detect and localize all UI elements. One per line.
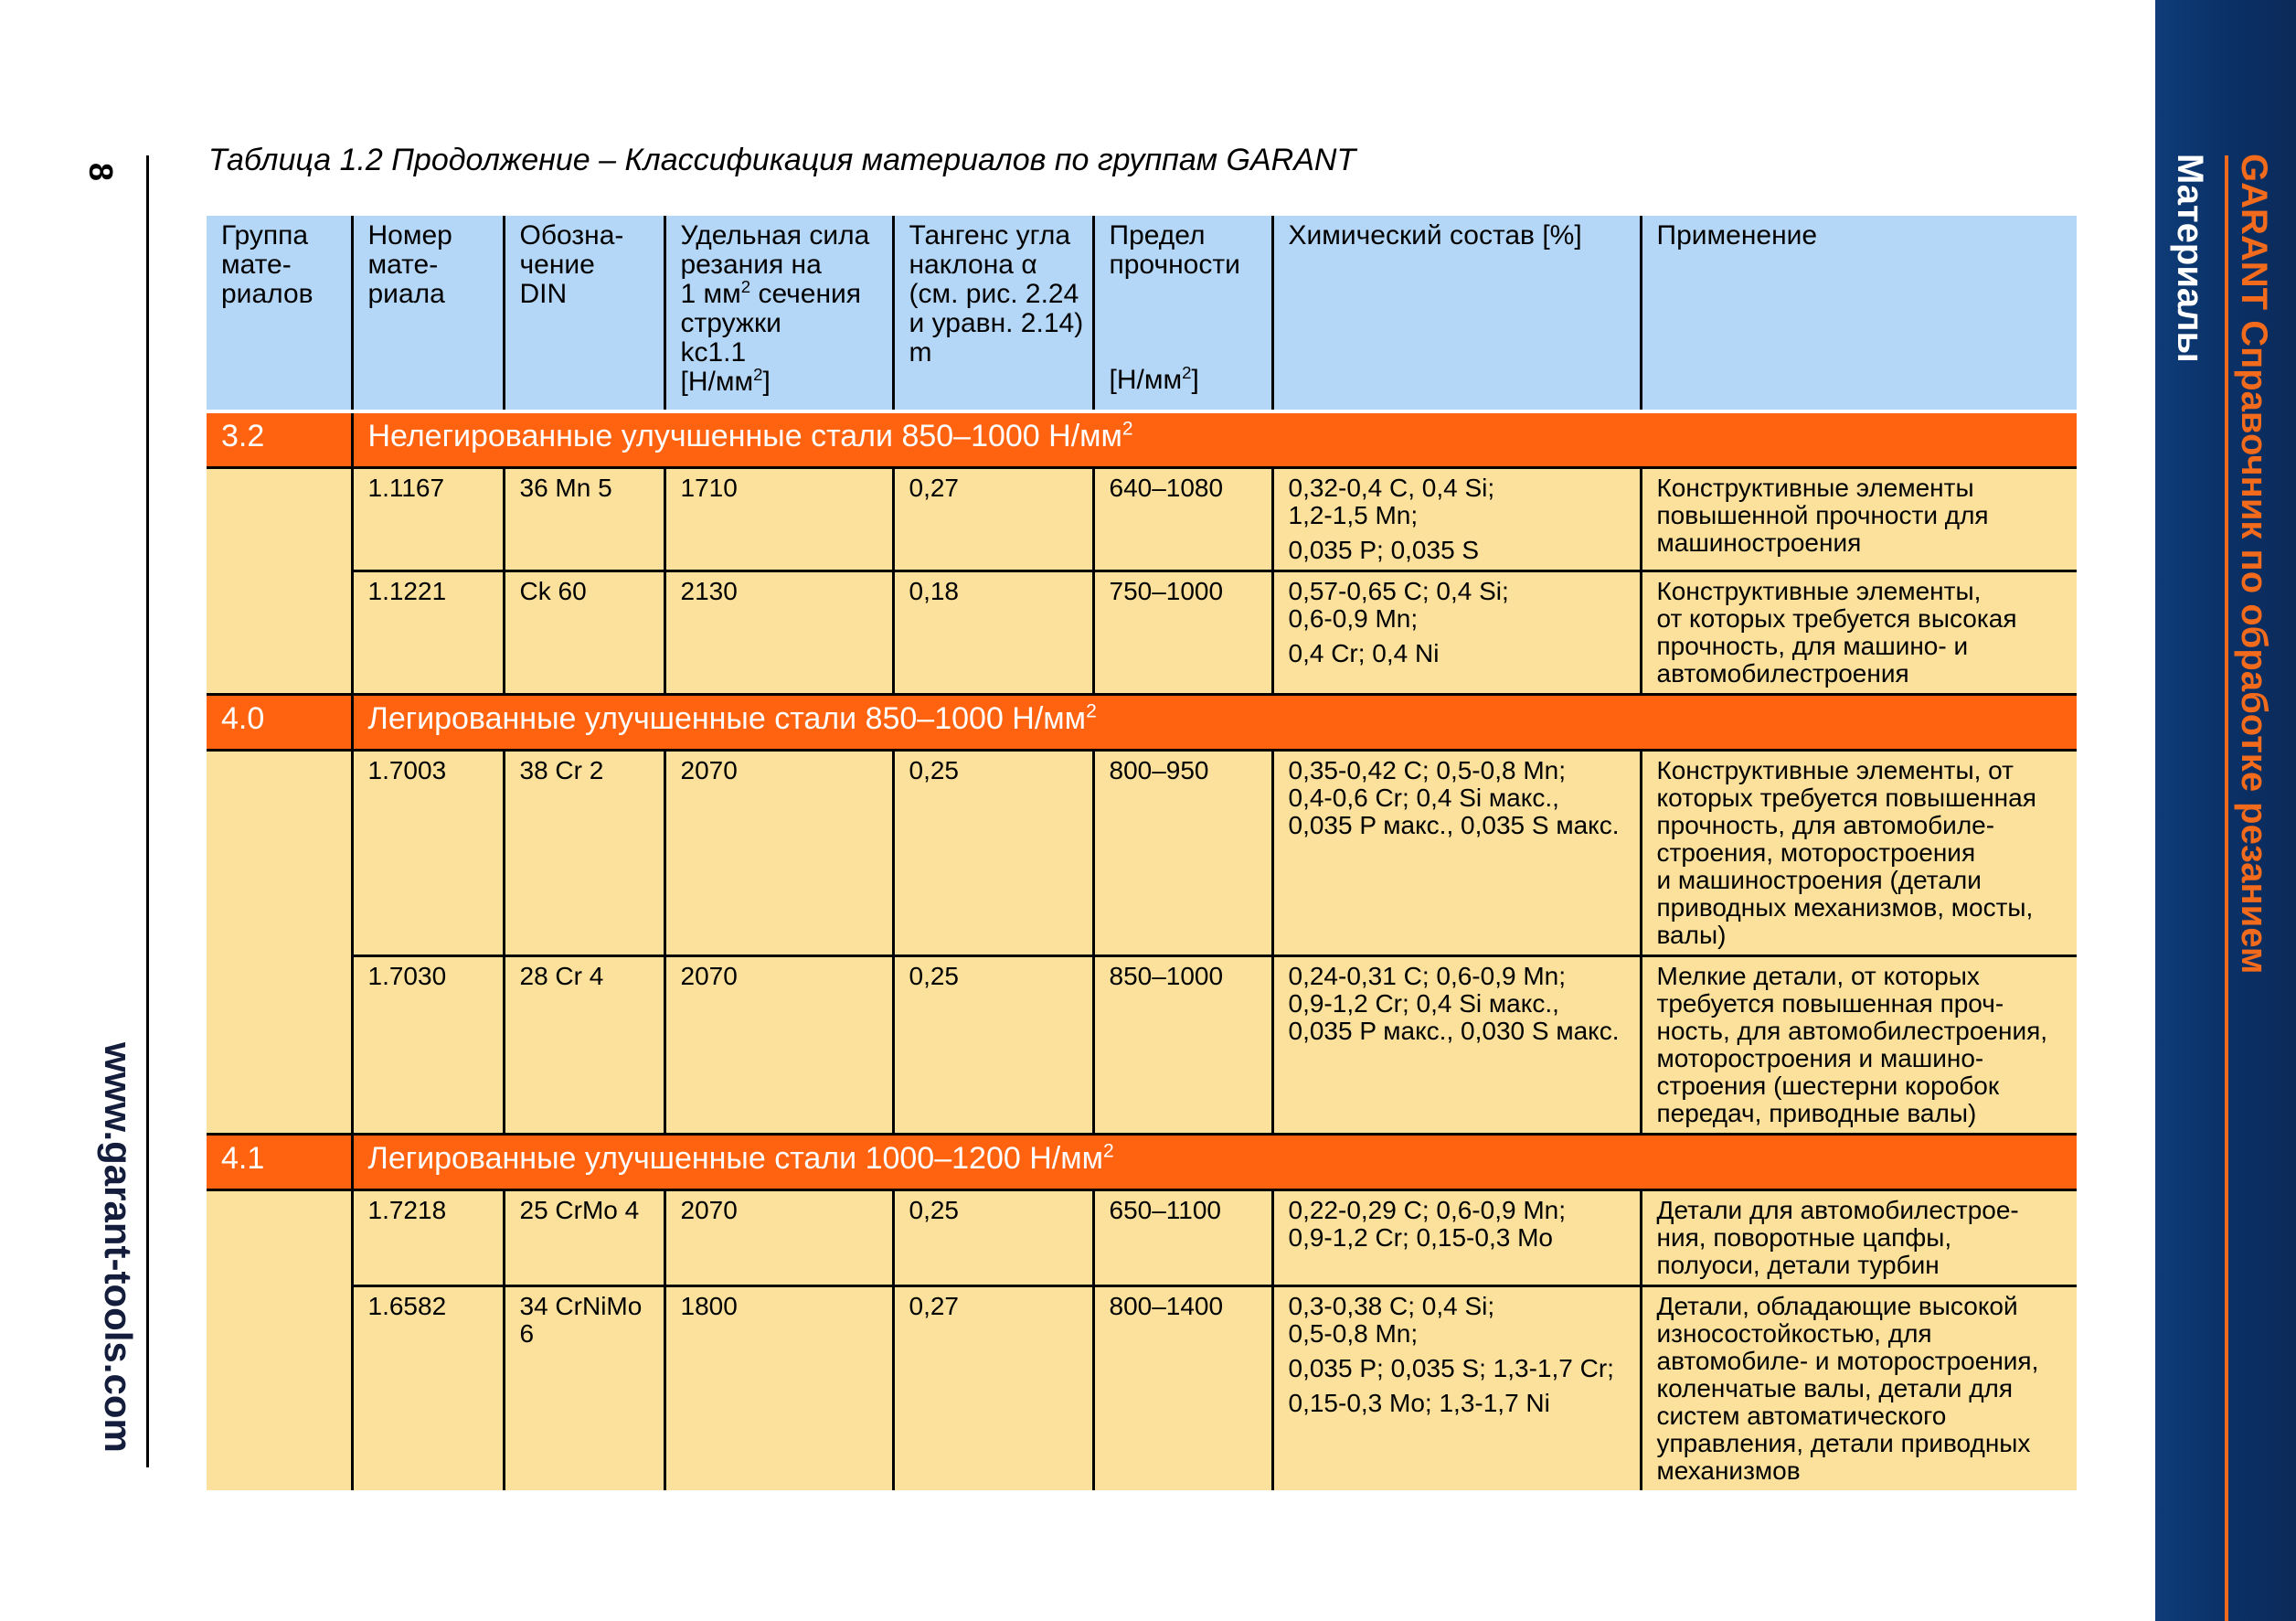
application-cell	[1641, 1286, 2077, 1491]
group-title: Нелегированные улучшенные стали 850–1000 $Н/мм^2$	[352, 411, 2077, 468]
header-material-number: Номер мате- риала	[352, 216, 504, 411]
slope-cell: 0,27	[893, 1286, 1093, 1491]
header-group: Группа мате- риалов	[207, 216, 352, 411]
chemistry-cell	[1272, 751, 1641, 956]
application-line: полуоси, детали турбин	[1656, 1251, 1940, 1279]
sidebar-accent-line	[2225, 155, 2228, 1621]
application-line: систем автоматического	[1656, 1402, 1947, 1430]
group-spacer-cell	[207, 751, 352, 956]
cutting-force-cell: 1800	[664, 1286, 893, 1491]
application-line: коленчатые валы, детали для	[1656, 1374, 2014, 1402]
material-number-cell: 1.6582	[352, 1286, 504, 1491]
chemistry-line: 0,035 P макс., 0,035 S макс.	[1288, 811, 1620, 839]
application-line: Детали для автомобилестрое-	[1656, 1196, 2019, 1224]
application-line: прочность, для машино- и	[1656, 632, 1969, 660]
slope-cell: 0,18	[893, 571, 1093, 695]
application-line: прочность, для автомобиле-	[1656, 811, 1995, 839]
header-strength: Предел прочности $[Н/мм^2]$	[1093, 216, 1272, 411]
application-line: Мелкие детали, от которых	[1656, 962, 1980, 990]
group-spacer-cell	[207, 468, 352, 571]
page-number: 8	[82, 163, 120, 182]
din-cell: 34 CrNiMo 6	[504, 1286, 664, 1491]
cutting-force-cell: 2070	[664, 1190, 893, 1286]
application-line: управления, детали приводных	[1656, 1429, 2031, 1457]
group-code: 3.2	[207, 411, 352, 468]
header-chemistry: Химический состав [%]	[1272, 216, 1641, 411]
chemistry-line: 0,9-1,2 Cr; 0,4 Si макс.,	[1288, 989, 1559, 1018]
application-line: повышенной прочности для	[1656, 501, 1989, 529]
table-caption: Таблица 1.2 Продолжение – Классификация материалов по группам GARANT	[208, 143, 1356, 177]
application-line: автомобиле- и моторостроения,	[1656, 1347, 2039, 1375]
application-cell	[1641, 956, 2077, 1135]
material-number-cell: 1.1167	[352, 468, 504, 571]
din-cell: 36 Mn 5	[504, 468, 664, 571]
cutting-force-cell: 2070	[664, 751, 893, 956]
application-line: механизмов	[1656, 1456, 1801, 1485]
din-cell: 38 Cr 2	[504, 751, 664, 956]
chemistry-line: 0,15-0,3 Mo; 1,3-1,7 Ni	[1288, 1389, 1550, 1417]
table-row	[207, 571, 2077, 695]
application-line: ния, поворотные цапфы,	[1656, 1223, 1952, 1252]
material-number-cell: 1.1221	[352, 571, 504, 695]
header-slope-tangent: Тангенс угла наклона α (см. рис. 2.24 и уравн. 2.14) m	[893, 216, 1093, 411]
table-row	[207, 468, 2077, 571]
chemistry-line: 0,57-0,65 C; 0,4 Si;	[1288, 577, 1509, 605]
din-cell: 25 CrMo 4	[504, 1190, 664, 1286]
table-row	[207, 956, 2077, 1135]
website-url[interactable]: www.garant-tools.com	[97, 1042, 140, 1453]
application-line: валы)	[1656, 921, 1727, 949]
application-line: требуется повышенная проч-	[1656, 989, 2004, 1018]
chemistry-line: 0,9-1,2 Cr; 0,15-0,3 Mo	[1288, 1223, 1553, 1252]
header-din: Обозна- чение DIN	[504, 216, 664, 411]
application-line: Конструктивные элементы,	[1656, 577, 1982, 605]
application-line: строения (шестерни коробок	[1656, 1072, 2000, 1100]
group-title: Легированные улучшенные стали 850–1000 $Н/мм^2$	[352, 695, 2077, 751]
strength-cell: 800–950	[1093, 751, 1272, 956]
group-row	[207, 695, 2077, 751]
application-line: Конструктивные элементы	[1656, 474, 1974, 502]
application-line: ность, для автомобилестроения,	[1656, 1017, 2048, 1045]
table-row	[207, 1286, 2077, 1491]
sidebar-title: GARANT Справочник по обработке резанием	[2234, 154, 2274, 975]
application-line: Детали, обладающие высокой	[1656, 1292, 2018, 1320]
chemistry-line: 0,4-0,6 Cr; 0,4 Si макс.,	[1288, 784, 1559, 812]
table-body	[207, 411, 2077, 1490]
application-line: Конструктивные элементы, от	[1656, 756, 2014, 784]
application-cell	[1641, 571, 2077, 695]
slope-cell: 0,25	[893, 1190, 1093, 1286]
application-line: от которых требуется высокая	[1656, 604, 2017, 633]
strength-cell: 850–1000	[1093, 956, 1272, 1135]
group-row	[207, 1135, 2077, 1190]
table-row	[207, 1190, 2077, 1286]
application-line: приводных механизмов, мосты,	[1656, 893, 2034, 922]
chemistry-cell	[1272, 571, 1641, 695]
chemistry-line: 0,4 Cr; 0,4 Ni	[1288, 639, 1440, 667]
table-header-row	[207, 216, 2077, 411]
chemistry-cell	[1272, 468, 1641, 571]
header-application: Применение	[1641, 216, 2077, 411]
group-title: Легированные улучшенные стали 1000–1200 $Н/мм^2$	[352, 1135, 2077, 1190]
strength-cell: 650–1100	[1093, 1190, 1272, 1286]
header-cutting-force: Удельная сила резания на 1 $мм^2$ сечения стружки kc1.1 $[Н/мм^2]$	[664, 216, 893, 411]
chemistry-line: 0,035 P; 0,035 S; 1,3-1,7 Cr;	[1288, 1354, 1614, 1382]
cutting-force-cell: 2070	[664, 956, 893, 1135]
strength-cell: 800–1400	[1093, 1286, 1272, 1491]
cutting-force-cell: 1710	[664, 468, 893, 571]
din-cell: Ck 60	[504, 571, 664, 695]
slope-cell: 0,25	[893, 956, 1093, 1135]
chemistry-cell	[1272, 1286, 1641, 1491]
chemistry-line: 0,035 P макс., 0,030 S макс.	[1288, 1017, 1620, 1045]
application-line: и машиностроения (детали	[1656, 866, 1982, 894]
slope-cell: 0,25	[893, 751, 1093, 956]
group-code: 4.0	[207, 695, 352, 751]
application-line: моторостроения и машино-	[1656, 1044, 1984, 1072]
application-line: передач, приводные валы)	[1656, 1099, 1977, 1127]
material-number-cell: 1.7030	[352, 956, 504, 1135]
group-spacer-cell	[207, 1190, 352, 1286]
table-row	[207, 751, 2077, 956]
application-cell	[1641, 468, 2077, 571]
chemistry-line: 0,22-0,29 C; 0,6-0,9 Mn;	[1288, 1196, 1567, 1224]
group-spacer-cell	[207, 956, 352, 1135]
application-line: машиностроения	[1656, 528, 1862, 557]
chemistry-line: 0,32-0,4 C, 0,4 Si;	[1288, 474, 1495, 502]
application-cell	[1641, 1190, 2077, 1286]
strength-cell: 750–1000	[1093, 571, 1272, 695]
chemistry-line: 1,2-1,5 Mn;	[1288, 501, 1419, 529]
chemistry-line: 0,3-0,38 C; 0,4 Si;	[1288, 1292, 1495, 1320]
chemistry-line: 0,24-0,31 C; 0,6-0,9 Mn;	[1288, 962, 1567, 990]
application-line: автомобилестроения	[1656, 659, 1909, 688]
chemistry-line: 0,35-0,42 C; 0,5-0,8 Mn;	[1288, 756, 1567, 784]
group-spacer-cell	[207, 1286, 352, 1491]
application-line: строения, моторостроения	[1656, 838, 1976, 867]
material-number-cell: 1.7218	[352, 1190, 504, 1286]
strength-cell: 640–1080	[1093, 468, 1272, 571]
application-line: износостойкостью, для	[1656, 1319, 1932, 1348]
application-cell	[1641, 751, 2077, 956]
chemistry-cell	[1272, 1190, 1641, 1286]
chemistry-line: 0,5-0,8 Mn;	[1288, 1319, 1419, 1348]
application-line: которых требуется повышенная	[1656, 784, 2036, 812]
materials-table	[207, 216, 2077, 1490]
chemistry-line: 0,035 P; 0,035 S	[1288, 536, 1480, 564]
cutting-force-cell: 2130	[664, 571, 893, 695]
chemistry-cell	[1272, 956, 1641, 1135]
slope-cell: 0,27	[893, 468, 1093, 571]
sidebar-subtitle: Материалы	[2170, 154, 2210, 363]
group-spacer-cell	[207, 571, 352, 695]
material-number-cell: 1.7003	[352, 751, 504, 956]
group-code: 4.1	[207, 1135, 352, 1190]
group-row	[207, 411, 2077, 468]
chemistry-line: 0,6-0,9 Mn;	[1288, 604, 1419, 633]
din-cell: 28 Cr 4	[504, 956, 664, 1135]
left-margin-rule	[146, 155, 149, 1467]
